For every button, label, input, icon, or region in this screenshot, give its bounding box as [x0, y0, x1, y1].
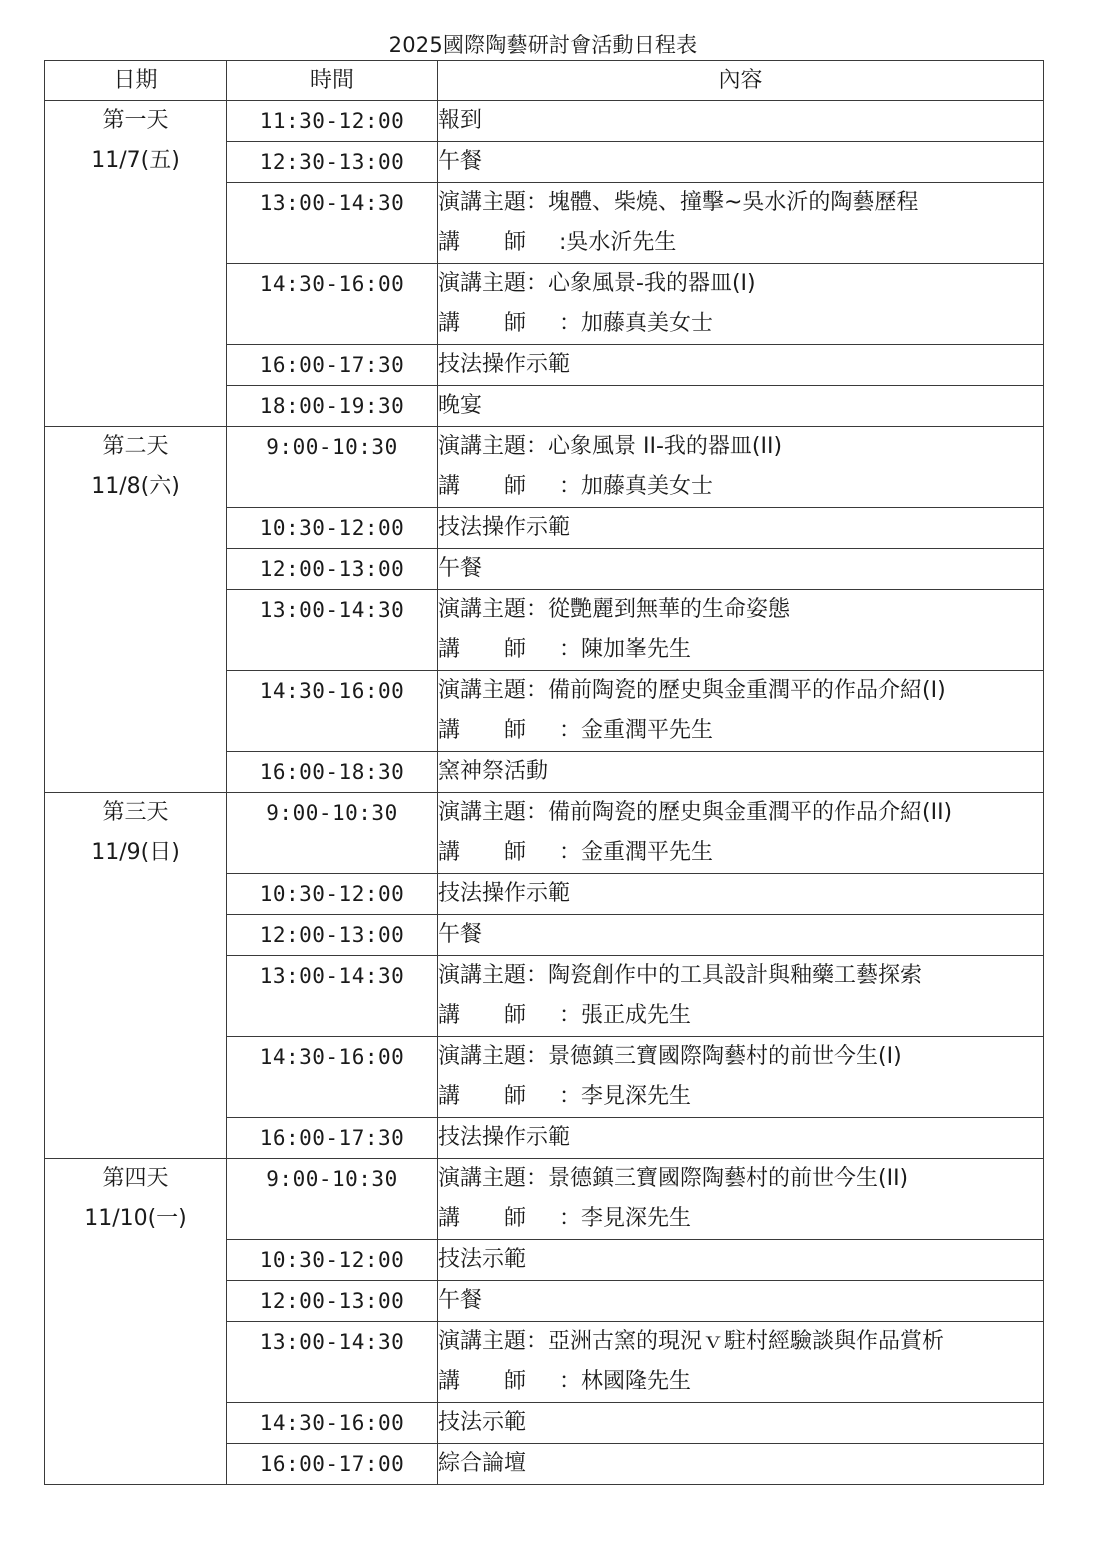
session-content: 演講主題：亞洲古窯的現況ｖ駐村經驗談與作品賞析: [438, 1329, 945, 1354]
time-cell: [227, 1240, 438, 1281]
day-label: 第三天: [102, 800, 169, 825]
speaker-label: 講 師: [438, 637, 527, 662]
speaker-line: [438, 711, 1043, 751]
time-cell: [227, 386, 438, 427]
speaker-label: 講 師: [438, 1003, 527, 1028]
session-time: 12:00-13:00: [259, 557, 405, 581]
content-cell: [438, 1322, 1044, 1403]
session-time: 13:00-14:30: [259, 191, 405, 215]
session-time: 10:30-12:00: [259, 1248, 405, 1272]
content-cell: [438, 1037, 1044, 1118]
time-cell: [227, 590, 438, 671]
speaker-label: 講 師: [438, 311, 527, 336]
content-cell: [438, 1403, 1044, 1444]
speaker-label: 講 師: [438, 1369, 527, 1394]
speaker-label: 講 師: [438, 1084, 527, 1109]
session-content: 演講主題：從艷麗到無華的生命姿態: [438, 597, 791, 622]
speaker-name: ：金重潤平先生: [559, 840, 714, 865]
session-content: 技法操作示範: [438, 515, 571, 540]
session-time: 13:00-14:30: [259, 964, 405, 988]
time-cell: [227, 1159, 438, 1240]
session-time: 10:30-12:00: [259, 882, 405, 906]
session-content: 演講主題：心象風景 II-我的器皿(II): [438, 434, 783, 459]
content-cell: [438, 549, 1044, 590]
table-row: [45, 101, 1044, 142]
speaker-line: [438, 1362, 1043, 1402]
speaker-name: ：林國隆先生: [559, 1369, 692, 1394]
session-content: 演講主題：備前陶瓷的歷史與金重潤平的作品介紹(I): [438, 678, 946, 703]
content-cell: [438, 1159, 1044, 1240]
speaker-line: [438, 304, 1043, 344]
speaker-label: 講 師: [438, 1206, 527, 1231]
speaker-label: 講 師: [438, 718, 527, 743]
session-time: 16:00-17:30: [259, 1126, 405, 1150]
table-row: [45, 1159, 1044, 1240]
day-label: 第二天: [102, 434, 169, 459]
session-time: 12:30-13:00: [259, 150, 405, 174]
document-title: 2025國際陶藝研討會活動日程表: [388, 33, 698, 57]
session-time: 9:00-10:30: [266, 801, 398, 825]
speaker-name: ：加藤真美女士: [559, 474, 714, 499]
day-cell: [45, 1159, 227, 1485]
session-content: 技法操作示範: [438, 1125, 571, 1150]
session-time: 16:00-18:30: [259, 760, 405, 784]
speaker-line: [438, 630, 1043, 670]
content-cell: [438, 915, 1044, 956]
time-cell: [227, 345, 438, 386]
session-time: 10:30-12:00: [259, 516, 405, 540]
time-cell: [227, 183, 438, 264]
time-cell: [227, 1037, 438, 1118]
day-cell: [45, 793, 227, 1159]
session-content: 演講主題：景德鎮三寶國際陶藝村的前世今生(I): [438, 1044, 902, 1069]
content-cell: [438, 1118, 1044, 1159]
session-time: 18:00-19:30: [259, 394, 405, 418]
content-cell: [438, 793, 1044, 874]
time-cell: [227, 1444, 438, 1485]
content-cell: [438, 956, 1044, 1037]
time-cell: [227, 671, 438, 752]
day-label: 第一天: [102, 108, 169, 133]
session-time: 13:00-14:30: [259, 1330, 405, 1354]
time-cell: [227, 752, 438, 793]
content-cell: [438, 264, 1044, 345]
content-cell: [438, 101, 1044, 142]
content-cell: [438, 183, 1044, 264]
header-date: 日期: [45, 61, 227, 101]
speaker-name: :吳水沂先生: [559, 230, 677, 255]
time-cell: [227, 915, 438, 956]
session-time: 12:00-13:00: [259, 923, 405, 947]
session-time: 14:30-16:00: [259, 679, 405, 703]
schedule-table: [44, 60, 1044, 1485]
session-content: 午餐: [438, 1288, 483, 1313]
time-cell: [227, 1118, 438, 1159]
time-cell: [227, 956, 438, 1037]
session-content: 技法示範: [438, 1247, 527, 1272]
speaker-name: ：張正成先生: [559, 1003, 692, 1028]
session-content: 報到: [438, 108, 483, 133]
day-date: 11/10(一): [84, 1206, 187, 1231]
header-row: [45, 61, 1044, 101]
session-content: 午餐: [438, 922, 483, 947]
header-content: 內容: [438, 61, 1044, 101]
speaker-label: 講 師: [438, 474, 527, 499]
time-cell: [227, 101, 438, 142]
session-time: 16:00-17:30: [259, 353, 405, 377]
session-content: 技法示範: [438, 1410, 527, 1435]
session-time: 14:30-16:00: [259, 1411, 405, 1435]
session-content: 技法操作示範: [438, 881, 571, 906]
speaker-name: ：李見深先生: [559, 1206, 692, 1231]
speaker-label: 講 師: [438, 840, 527, 865]
content-cell: [438, 1444, 1044, 1485]
speaker-line: [438, 1077, 1043, 1117]
content-cell: [438, 671, 1044, 752]
content-cell: [438, 874, 1044, 915]
content-cell: [438, 752, 1044, 793]
time-cell: [227, 549, 438, 590]
day-date: 11/8(六): [91, 474, 180, 499]
table-row: [45, 427, 1044, 508]
time-cell: [227, 1281, 438, 1322]
header-time: 時間: [227, 61, 438, 101]
speaker-line: [438, 1199, 1043, 1239]
content-cell: [438, 508, 1044, 549]
time-cell: [227, 427, 438, 508]
session-content: 晚宴: [438, 393, 483, 418]
content-cell: [438, 427, 1044, 508]
day-cell: [45, 101, 227, 427]
session-content: 午餐: [438, 556, 483, 581]
session-content: 綜合論壇: [438, 1451, 527, 1476]
day-date: 11/7(五): [91, 148, 180, 173]
content-cell: [438, 142, 1044, 183]
session-time: 16:00-17:00: [259, 1452, 405, 1476]
session-time: 12:00-13:00: [259, 1289, 405, 1313]
session-content: 技法操作示範: [438, 352, 571, 377]
time-cell: [227, 508, 438, 549]
time-cell: [227, 1403, 438, 1444]
content-cell: [438, 590, 1044, 671]
speaker-name: ：李見深先生: [559, 1084, 692, 1109]
content-cell: [438, 1240, 1044, 1281]
session-time: 14:30-16:00: [259, 1045, 405, 1069]
session-content: 演講主題：陶瓷創作中的工具設計與釉藥工藝探索: [438, 963, 923, 988]
speaker-name: ：陳加峯先生: [559, 637, 692, 662]
session-content: 演講主題：心象風景-我的器皿(I): [438, 271, 756, 296]
time-cell: [227, 793, 438, 874]
session-time: 14:30-16:00: [259, 272, 405, 296]
speaker-line: [438, 467, 1043, 507]
session-content: 午餐: [438, 149, 483, 174]
session-time: 9:00-10:30: [266, 1167, 398, 1191]
session-time: 13:00-14:30: [259, 598, 405, 622]
speaker-name: ：金重潤平先生: [559, 718, 714, 743]
time-cell: [227, 1322, 438, 1403]
session-content: 演講主題：備前陶瓷的歷史與金重潤平的作品介紹(II): [438, 800, 953, 825]
session-content: 演講主題：塊體、柴燒、撞擊~吳水沂的陶藝歷程: [438, 190, 919, 215]
speaker-line: [438, 223, 1043, 263]
day-date: 11/9(日): [91, 840, 180, 865]
session-time: 9:00-10:30: [266, 435, 398, 459]
time-cell: [227, 874, 438, 915]
day-cell: [45, 427, 227, 793]
time-cell: [227, 264, 438, 345]
content-cell: [438, 345, 1044, 386]
content-cell: [438, 386, 1044, 427]
day-label: 第四天: [102, 1166, 169, 1191]
speaker-label: 講 師: [438, 230, 527, 255]
table-row: [45, 793, 1044, 874]
speaker-line: [438, 833, 1043, 873]
session-time: 11:30-12:00: [259, 109, 405, 133]
session-content: 窯神祭活動: [438, 759, 549, 784]
time-cell: [227, 142, 438, 183]
speaker-name: ：加藤真美女士: [559, 311, 714, 336]
session-content: 演講主題：景德鎮三寶國際陶藝村的前世今生(II): [438, 1166, 909, 1191]
content-cell: [438, 1281, 1044, 1322]
schedule-body: [45, 101, 1044, 1485]
speaker-line: [438, 996, 1043, 1036]
